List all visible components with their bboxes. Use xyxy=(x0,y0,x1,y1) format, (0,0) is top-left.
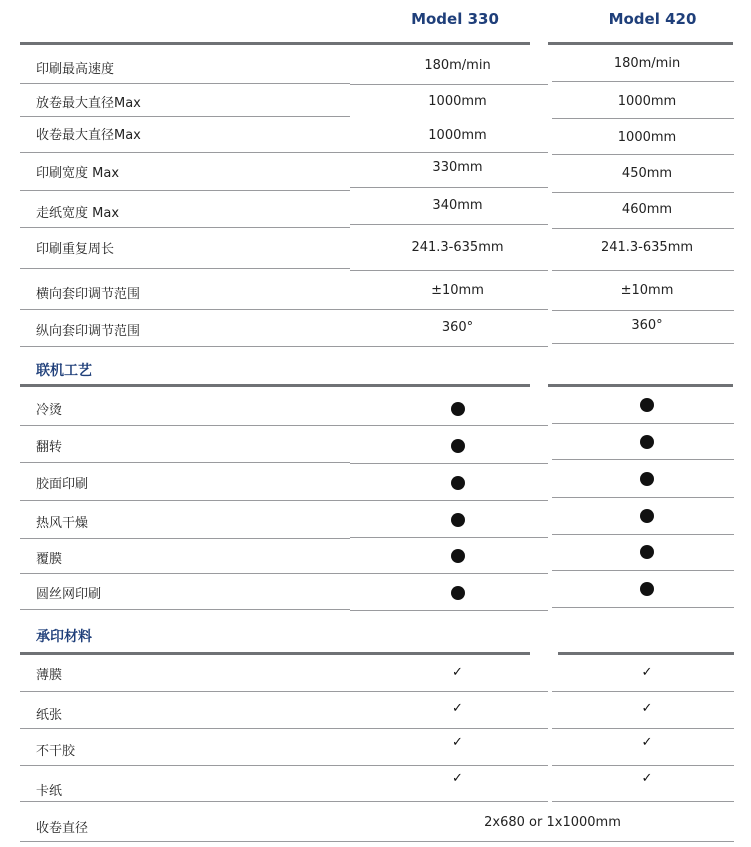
feature-cell-model-330 xyxy=(360,585,555,600)
row-divider xyxy=(20,728,350,729)
spec-label: 印刷宽度 Max xyxy=(36,166,120,181)
standard-dot-icon xyxy=(451,402,465,416)
row-divider xyxy=(20,152,350,153)
standard-dot-icon xyxy=(451,549,465,563)
row-divider xyxy=(552,118,734,119)
spec-value-model-420: 1000mm xyxy=(617,130,677,145)
row-divider xyxy=(350,84,548,85)
spec-label: 横向套印调节范围 xyxy=(36,287,141,302)
material-label: 纸张 xyxy=(36,708,63,723)
section-rule xyxy=(558,652,734,655)
row-divider xyxy=(20,691,350,692)
spec-value-model-420: 241.3-635mm xyxy=(600,240,694,255)
feature-cell-model-330 xyxy=(360,401,555,416)
standard-dot-icon xyxy=(640,472,654,486)
feature-cell-model-420 xyxy=(548,508,746,523)
section-rule xyxy=(20,652,530,655)
row-divider xyxy=(20,538,350,539)
row-divider xyxy=(20,83,350,84)
spec-value-model-330: ±10mm xyxy=(431,283,484,298)
check-icon: ✓ xyxy=(641,771,653,786)
row-divider xyxy=(350,463,548,464)
standard-dot-icon xyxy=(451,586,465,600)
standard-dot-icon xyxy=(640,545,654,559)
feature-label: 冷烫 xyxy=(36,403,63,418)
row-divider xyxy=(552,228,734,229)
row-divider xyxy=(20,227,350,228)
row-divider xyxy=(350,691,548,692)
standard-dot-icon xyxy=(640,435,654,449)
row-divider xyxy=(552,570,734,571)
row-divider xyxy=(350,537,548,538)
row-divider xyxy=(350,152,548,153)
spec-label: 印刷最高速度 xyxy=(36,62,115,77)
header-rule xyxy=(20,42,530,45)
row-divider xyxy=(20,500,350,501)
check-icon: ✓ xyxy=(452,735,463,750)
spec-value-model-420: ±10mm xyxy=(620,283,674,298)
row-divider xyxy=(552,343,734,344)
row-divider xyxy=(552,765,734,766)
row-divider xyxy=(552,192,734,193)
spec-value-model-330: 330mm xyxy=(432,160,483,175)
material-label: 薄膜 xyxy=(36,668,63,683)
check-icon: ✓ xyxy=(452,701,463,716)
spec-value-model-330: 1000mm xyxy=(428,94,487,109)
feature-label: 覆膜 xyxy=(36,552,63,567)
standard-dot-icon xyxy=(640,582,654,596)
rewind-value: 2x680 or 1x1000mm xyxy=(484,815,621,830)
spec-value-model-420: 360° xyxy=(631,318,663,333)
feature-label: 胶面印刷 xyxy=(36,477,89,492)
feature-cell-model-420 xyxy=(548,397,746,412)
feature-cell-model-420 xyxy=(548,544,746,559)
row-divider xyxy=(350,346,548,347)
row-divider xyxy=(350,765,548,766)
spec-label: 收卷最大直径Max xyxy=(36,128,141,143)
row-divider xyxy=(552,691,734,692)
material-label: 卡纸 xyxy=(36,784,63,799)
section-title-inline-process: 联机工艺 xyxy=(36,363,92,379)
feature-cell-model-330 xyxy=(360,548,555,563)
row-divider xyxy=(552,534,734,535)
feature-cell-model-330 xyxy=(360,438,555,453)
row-divider xyxy=(350,728,548,729)
spec-label: 走纸宽度 Max xyxy=(36,206,120,221)
section-rule xyxy=(548,384,733,387)
spec-value-model-330: 1000mm xyxy=(428,128,487,143)
row-divider xyxy=(20,462,350,463)
header-rule xyxy=(548,42,733,45)
row-divider xyxy=(20,609,350,610)
row-divider xyxy=(552,728,734,729)
spec-value-model-420: 180m/min xyxy=(613,56,681,71)
feature-label: 翻转 xyxy=(36,440,63,455)
section-rule xyxy=(20,384,530,387)
standard-dot-icon xyxy=(451,439,465,453)
check-icon: ✓ xyxy=(452,771,463,786)
row-divider xyxy=(350,309,548,310)
row-divider xyxy=(350,500,548,501)
row-divider xyxy=(350,187,548,188)
feature-cell-model-420 xyxy=(548,434,746,449)
standard-dot-icon xyxy=(451,476,465,490)
row-divider xyxy=(552,607,734,608)
row-divider xyxy=(20,268,350,269)
row-divider xyxy=(350,224,548,225)
row-divider xyxy=(20,190,350,191)
spec-value-model-420: 460mm xyxy=(621,202,673,217)
check-icon: ✓ xyxy=(452,665,463,680)
spec-value-model-420: 450mm xyxy=(621,166,673,181)
row-divider xyxy=(20,309,350,310)
row-divider xyxy=(20,346,350,347)
feature-cell-model-330 xyxy=(360,512,555,527)
check-icon: ✓ xyxy=(641,735,653,750)
row-divider xyxy=(350,270,548,271)
column-header-model-330: Model 330 xyxy=(411,10,499,28)
row-divider xyxy=(552,459,734,460)
feature-label: 圆丝网印刷 xyxy=(36,587,102,602)
standard-dot-icon xyxy=(640,398,654,412)
row-divider xyxy=(20,573,350,574)
row-divider xyxy=(552,801,734,802)
rewind-label: 收卷直径 xyxy=(36,821,89,836)
spec-value-model-330: 360° xyxy=(441,320,474,335)
section-title-materials: 承印材料 xyxy=(36,629,92,645)
row-divider xyxy=(20,116,350,117)
row-divider xyxy=(20,841,734,842)
check-icon: ✓ xyxy=(641,665,653,680)
row-divider xyxy=(552,270,734,271)
spec-value-model-330: 180m/min xyxy=(424,58,491,73)
material-label: 不干胶 xyxy=(36,744,76,759)
row-divider xyxy=(350,425,548,426)
row-divider xyxy=(552,154,734,155)
row-divider xyxy=(350,610,548,611)
row-divider xyxy=(552,423,734,424)
row-divider xyxy=(20,425,350,426)
row-divider xyxy=(350,573,548,574)
row-divider xyxy=(552,497,734,498)
row-divider xyxy=(20,801,350,802)
spec-label: 印刷重复周长 xyxy=(36,242,115,257)
row-divider xyxy=(350,801,548,802)
feature-label: 热风干燥 xyxy=(36,516,89,531)
feature-cell-model-420 xyxy=(548,581,746,596)
spec-label: 纵向套印调节范围 xyxy=(36,324,141,339)
feature-cell-model-420 xyxy=(548,471,746,486)
spec-value-model-420: 1000mm xyxy=(617,94,677,109)
standard-dot-icon xyxy=(451,513,465,527)
feature-cell-model-330 xyxy=(360,475,555,490)
spec-value-model-330: 241.3-635mm xyxy=(411,240,504,255)
standard-dot-icon xyxy=(640,509,654,523)
column-header-model-420: Model 420 xyxy=(608,10,697,28)
spec-value-model-330: 340mm xyxy=(432,198,483,213)
check-icon: ✓ xyxy=(641,701,653,716)
row-divider xyxy=(552,310,734,311)
spec-label: 放卷最大直径Max xyxy=(36,96,141,111)
row-divider xyxy=(552,81,734,82)
row-divider xyxy=(20,765,350,766)
